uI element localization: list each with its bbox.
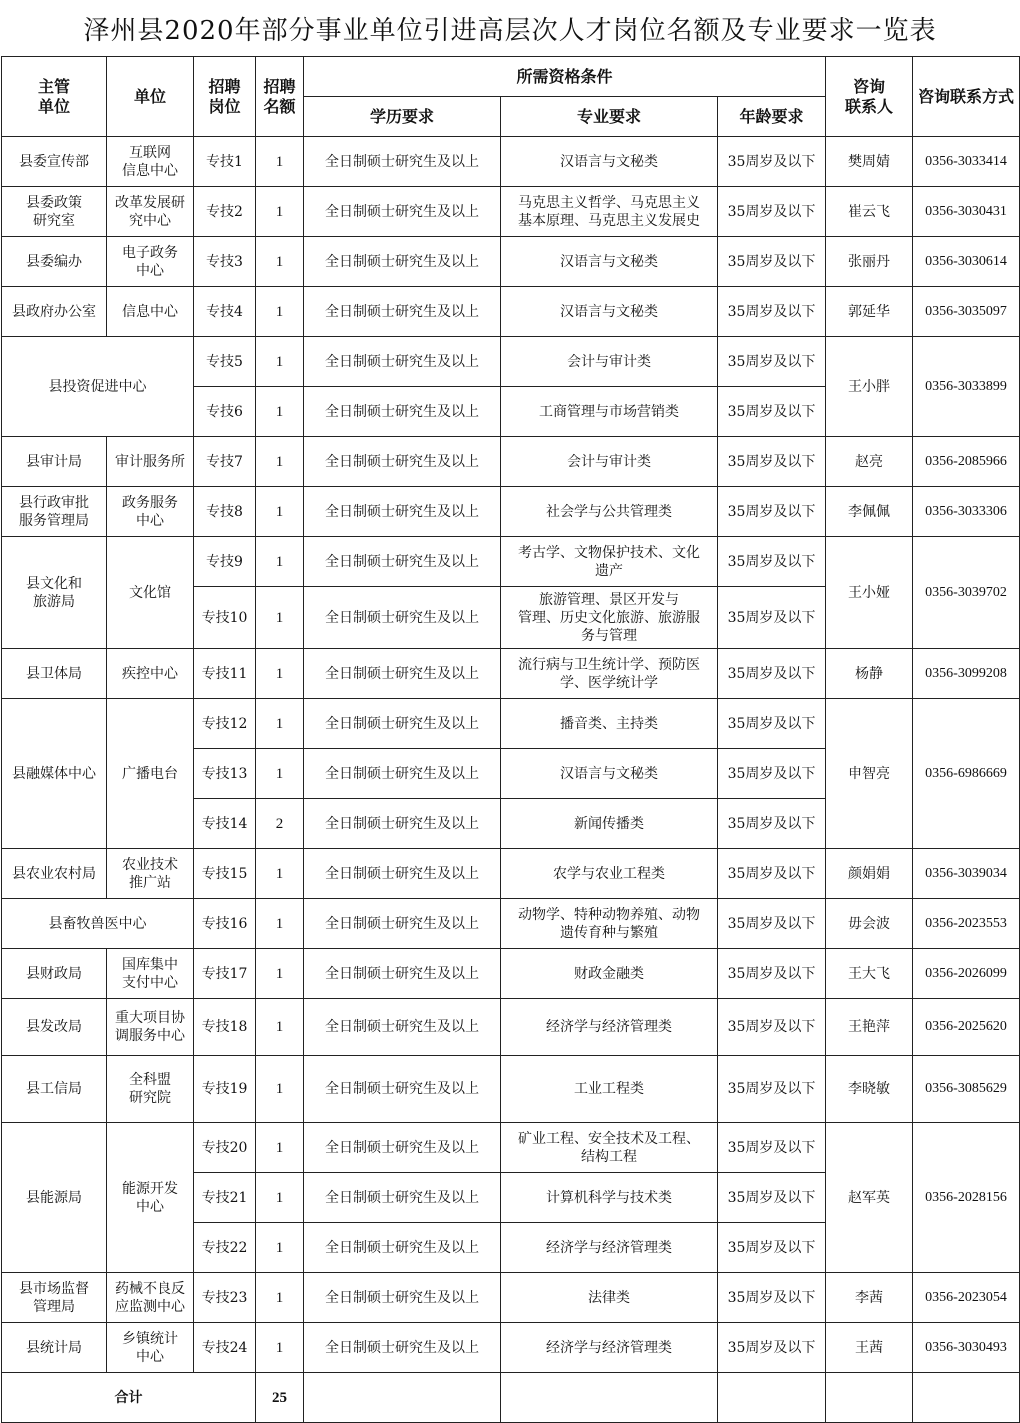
dept-cell: 县文化和 旅游局 — [2, 537, 107, 649]
post-cell: 专技19 — [194, 1056, 256, 1123]
unit-cell: 信息中心 — [107, 287, 194, 337]
count-cell: 1 — [256, 949, 304, 999]
phone-cell: 0356-3030493 — [913, 1323, 1020, 1373]
table-row — [2, 287, 1020, 337]
dept-cell: 县融媒体中心 — [2, 699, 107, 849]
table-row — [2, 487, 1020, 537]
dept-cell: 县卫体局 — [2, 649, 107, 699]
phone-cell: 0356-2085966 — [913, 437, 1020, 487]
major-cell: 汉语言与文秘类 — [501, 137, 718, 187]
table-row — [2, 1123, 1020, 1173]
unit-cell: 全科盟 研究院 — [107, 1056, 194, 1123]
post-cell: 专技9 — [194, 537, 256, 587]
phone-cell: 0356-2025620 — [913, 999, 1020, 1056]
header-unit: 单位 — [107, 57, 194, 137]
age-cell: 35周岁及以下 — [718, 649, 826, 699]
major-cell: 汉语言与文秘类 — [501, 287, 718, 337]
phone-cell: 0356-3030431 — [913, 187, 1020, 237]
count-cell: 1 — [256, 1223, 304, 1273]
dept-cell: 县审计局 — [2, 437, 107, 487]
post-cell: 专技24 — [194, 1323, 256, 1373]
unit-cell: 政务服务 中心 — [107, 487, 194, 537]
header-post: 招聘 岗位 — [194, 57, 256, 137]
education-cell: 全日制硕士研究生及以上 — [304, 1323, 501, 1373]
dept-cell: 县工信局 — [2, 1056, 107, 1123]
contact-cell: 赵亮 — [826, 437, 913, 487]
table-row — [2, 337, 1020, 387]
post-cell: 专技17 — [194, 949, 256, 999]
post-cell: 专技11 — [194, 649, 256, 699]
major-cell: 旅游管理、景区开发与 管理、历史文化旅游、旅游服 务与管理 — [501, 587, 718, 649]
empty-cell — [718, 1373, 826, 1423]
dept-cell: 县农业农村局 — [2, 849, 107, 899]
education-cell: 全日制硕士研究生及以上 — [304, 899, 501, 949]
table-row — [2, 1273, 1020, 1323]
dept-cell: 县投资促进中心 — [2, 337, 194, 437]
count-cell: 1 — [256, 849, 304, 899]
unit-cell: 审计服务所 — [107, 437, 194, 487]
phone-cell: 0356-3085629 — [913, 1056, 1020, 1123]
major-cell: 矿业工程、安全技术及工程、 结构工程 — [501, 1123, 718, 1173]
education-cell: 全日制硕士研究生及以上 — [304, 587, 501, 649]
contact-cell: 王茜 — [826, 1323, 913, 1373]
dept-cell: 县委编办 — [2, 237, 107, 287]
count-cell: 1 — [256, 1323, 304, 1373]
major-cell: 新闻传播类 — [501, 799, 718, 849]
table-row — [2, 949, 1020, 999]
post-cell: 专技12 — [194, 699, 256, 749]
age-cell: 35周岁及以下 — [718, 699, 826, 749]
age-cell: 35周岁及以下 — [718, 1123, 826, 1173]
unit-cell: 改革发展研 究中心 — [107, 187, 194, 237]
age-cell: 35周岁及以下 — [718, 437, 826, 487]
phone-cell: 0356-2028156 — [913, 1123, 1020, 1273]
dept-cell: 县发改局 — [2, 999, 107, 1056]
count-cell: 2 — [256, 799, 304, 849]
contact-cell: 崔云飞 — [826, 187, 913, 237]
phone-cell: 0356-6986669 — [913, 699, 1020, 849]
positions-table — [1, 56, 1020, 1423]
header-qualifications: 所需资格条件 — [304, 57, 826, 97]
count-cell: 1 — [256, 287, 304, 337]
education-cell: 全日制硕士研究生及以上 — [304, 187, 501, 237]
age-cell: 35周岁及以下 — [718, 949, 826, 999]
empty-cell — [913, 1373, 1020, 1423]
age-cell: 35周岁及以下 — [718, 999, 826, 1056]
post-cell: 专技18 — [194, 999, 256, 1056]
empty-cell — [304, 1373, 501, 1423]
count-cell: 1 — [256, 437, 304, 487]
major-cell: 会计与审计类 — [501, 437, 718, 487]
major-cell: 马克思主义哲学、马克思主义 基本原理、马克思主义发展史 — [501, 187, 718, 237]
age-cell: 35周岁及以下 — [718, 237, 826, 287]
post-cell: 专技23 — [194, 1273, 256, 1323]
major-cell: 工商管理与市场营销类 — [501, 387, 718, 437]
phone-cell: 0356-3033899 — [913, 337, 1020, 437]
header-phone: 咨询联系方式 — [913, 57, 1020, 137]
major-cell: 财政金融类 — [501, 949, 718, 999]
table-row — [2, 899, 1020, 949]
contact-cell: 颜娟娟 — [826, 849, 913, 899]
header-dept: 主管 单位 — [2, 57, 107, 137]
header-major: 专业要求 — [501, 97, 718, 137]
major-cell: 农学与农业工程类 — [501, 849, 718, 899]
dept-cell: 县财政局 — [2, 949, 107, 999]
header-contact: 咨询 联系人 — [826, 57, 913, 137]
post-cell: 专技14 — [194, 799, 256, 849]
major-cell: 工业工程类 — [501, 1056, 718, 1123]
education-cell: 全日制硕士研究生及以上 — [304, 699, 501, 749]
count-cell: 1 — [256, 1273, 304, 1323]
header-count: 招聘 名额 — [256, 57, 304, 137]
post-cell: 专技4 — [194, 287, 256, 337]
post-cell: 专技10 — [194, 587, 256, 649]
education-cell: 全日制硕士研究生及以上 — [304, 287, 501, 337]
count-cell: 1 — [256, 649, 304, 699]
age-cell: 35周岁及以下 — [718, 1056, 826, 1123]
total-count: 25 — [256, 1373, 304, 1423]
header-age: 年龄要求 — [718, 97, 826, 137]
count-cell: 1 — [256, 699, 304, 749]
phone-cell: 0356-3035097 — [913, 287, 1020, 337]
age-cell: 35周岁及以下 — [718, 1223, 826, 1273]
education-cell: 全日制硕士研究生及以上 — [304, 137, 501, 187]
age-cell: 35周岁及以下 — [718, 487, 826, 537]
dept-cell: 县委宣传部 — [2, 137, 107, 187]
education-cell: 全日制硕士研究生及以上 — [304, 437, 501, 487]
post-cell: 专技5 — [194, 337, 256, 387]
major-cell: 会计与审计类 — [501, 337, 718, 387]
header-education: 学历要求 — [304, 97, 501, 137]
unit-cell: 文化馆 — [107, 537, 194, 649]
table-row — [2, 187, 1020, 237]
dept-cell: 县市场监督 管理局 — [2, 1273, 107, 1323]
count-cell: 1 — [256, 999, 304, 1056]
count-cell: 1 — [256, 1123, 304, 1173]
post-cell: 专技1 — [194, 137, 256, 187]
age-cell: 35周岁及以下 — [718, 1323, 826, 1373]
education-cell: 全日制硕士研究生及以上 — [304, 749, 501, 799]
phone-cell: 0356-2023054 — [913, 1273, 1020, 1323]
phone-cell: 0356-2026099 — [913, 949, 1020, 999]
age-cell: 35周岁及以下 — [718, 899, 826, 949]
major-cell: 经济学与经济管理类 — [501, 1323, 718, 1373]
contact-cell: 李晓敏 — [826, 1056, 913, 1123]
phone-cell: 0356-3039702 — [913, 537, 1020, 649]
contact-cell: 樊周婧 — [826, 137, 913, 187]
age-cell: 35周岁及以下 — [718, 187, 826, 237]
unit-cell: 国库集中 支付中心 — [107, 949, 194, 999]
age-cell: 35周岁及以下 — [718, 287, 826, 337]
count-cell: 1 — [256, 537, 304, 587]
phone-cell: 0356-3033414 — [913, 137, 1020, 187]
count-cell: 1 — [256, 387, 304, 437]
education-cell: 全日制硕士研究生及以上 — [304, 387, 501, 437]
contact-cell: 李佩佩 — [826, 487, 913, 537]
table-row — [2, 437, 1020, 487]
unit-cell: 重大项目协 调服务中心 — [107, 999, 194, 1056]
unit-cell: 农业技术 推广站 — [107, 849, 194, 899]
count-cell: 1 — [256, 187, 304, 237]
education-cell: 全日制硕士研究生及以上 — [304, 237, 501, 287]
post-cell: 专技22 — [194, 1223, 256, 1273]
age-cell: 35周岁及以下 — [718, 387, 826, 437]
education-cell: 全日制硕士研究生及以上 — [304, 799, 501, 849]
table-row — [2, 999, 1020, 1056]
education-cell: 全日制硕士研究生及以上 — [304, 1173, 501, 1223]
table-row — [2, 699, 1020, 749]
phone-cell: 0356-3099208 — [913, 649, 1020, 699]
age-cell: 35周岁及以下 — [718, 1273, 826, 1323]
dept-cell: 县能源局 — [2, 1123, 107, 1273]
education-cell: 全日制硕士研究生及以上 — [304, 1273, 501, 1323]
contact-cell: 王艳萍 — [826, 999, 913, 1056]
empty-cell — [826, 1373, 913, 1423]
major-cell: 流行病与卫生统计学、预防医 学、医学统计学 — [501, 649, 718, 699]
age-cell: 35周岁及以下 — [718, 537, 826, 587]
contact-cell: 王大飞 — [826, 949, 913, 999]
table-row — [2, 649, 1020, 699]
table-row — [2, 1323, 1020, 1373]
unit-cell: 广播电台 — [107, 699, 194, 849]
major-cell: 计算机科学与技术类 — [501, 1173, 718, 1223]
unit-cell: 乡镇统计 中心 — [107, 1323, 194, 1373]
contact-cell: 郭延华 — [826, 287, 913, 337]
count-cell: 1 — [256, 899, 304, 949]
total-row — [2, 1373, 1020, 1423]
major-cell: 法律类 — [501, 1273, 718, 1323]
post-cell: 专技21 — [194, 1173, 256, 1223]
table-row — [2, 237, 1020, 287]
education-cell: 全日制硕士研究生及以上 — [304, 537, 501, 587]
contact-cell: 张丽丹 — [826, 237, 913, 287]
major-cell: 经济学与经济管理类 — [501, 999, 718, 1056]
unit-cell: 药械不良反 应监测中心 — [107, 1273, 194, 1323]
dept-cell: 县行政审批 服务管理局 — [2, 487, 107, 537]
table-row — [2, 137, 1020, 187]
major-cell: 汉语言与文秘类 — [501, 237, 718, 287]
count-cell: 1 — [256, 237, 304, 287]
dept-cell: 县统计局 — [2, 1323, 107, 1373]
count-cell: 1 — [256, 487, 304, 537]
total-label: 合计 — [2, 1373, 256, 1423]
table-row — [2, 849, 1020, 899]
age-cell: 35周岁及以下 — [718, 1173, 826, 1223]
post-cell: 专技13 — [194, 749, 256, 799]
education-cell: 全日制硕士研究生及以上 — [304, 487, 501, 537]
phone-cell: 0356-3039034 — [913, 849, 1020, 899]
major-cell: 播音类、主持类 — [501, 699, 718, 749]
age-cell: 35周岁及以下 — [718, 587, 826, 649]
contact-cell: 毋会波 — [826, 899, 913, 949]
unit-cell: 能源开发 中心 — [107, 1123, 194, 1273]
count-cell: 1 — [256, 1056, 304, 1123]
contact-cell: 王小娅 — [826, 537, 913, 649]
major-cell: 社会学与公共管理类 — [501, 487, 718, 537]
age-cell: 35周岁及以下 — [718, 337, 826, 387]
contact-cell: 杨静 — [826, 649, 913, 699]
contact-cell: 王小胖 — [826, 337, 913, 437]
contact-cell: 李茜 — [826, 1273, 913, 1323]
count-cell: 1 — [256, 137, 304, 187]
contact-cell: 申智亮 — [826, 699, 913, 849]
education-cell: 全日制硕士研究生及以上 — [304, 849, 501, 899]
count-cell: 1 — [256, 749, 304, 799]
dept-cell: 县畜牧兽医中心 — [2, 899, 194, 949]
post-cell: 专技3 — [194, 237, 256, 287]
education-cell: 全日制硕士研究生及以上 — [304, 1223, 501, 1273]
count-cell: 1 — [256, 337, 304, 387]
phone-cell: 0356-2023553 — [913, 899, 1020, 949]
age-cell: 35周岁及以下 — [718, 799, 826, 849]
age-cell: 35周岁及以下 — [718, 849, 826, 899]
age-cell: 35周岁及以下 — [718, 749, 826, 799]
count-cell: 1 — [256, 587, 304, 649]
page-title: 泽州县2020年部分事业单位引进高层次人才岗位名额及专业要求一览表 — [83, 15, 937, 46]
education-cell: 全日制硕士研究生及以上 — [304, 649, 501, 699]
post-cell: 专技15 — [194, 849, 256, 899]
table-row — [2, 537, 1020, 587]
empty-cell — [501, 1373, 718, 1423]
age-cell: 35周岁及以下 — [718, 137, 826, 187]
post-cell: 专技6 — [194, 387, 256, 437]
education-cell: 全日制硕士研究生及以上 — [304, 999, 501, 1056]
contact-cell: 赵军英 — [826, 1123, 913, 1273]
table-row — [2, 1056, 1020, 1123]
education-cell: 全日制硕士研究生及以上 — [304, 1123, 501, 1173]
post-cell: 专技20 — [194, 1123, 256, 1173]
dept-cell: 县政府办公室 — [2, 287, 107, 337]
phone-cell: 0356-3033306 — [913, 487, 1020, 537]
unit-cell: 电子政务 中心 — [107, 237, 194, 287]
count-cell: 1 — [256, 1173, 304, 1223]
major-cell: 汉语言与文秘类 — [501, 749, 718, 799]
post-cell: 专技8 — [194, 487, 256, 537]
phone-cell: 0356-3030614 — [913, 237, 1020, 287]
unit-cell: 互联网 信息中心 — [107, 137, 194, 187]
education-cell: 全日制硕士研究生及以上 — [304, 949, 501, 999]
education-cell: 全日制硕士研究生及以上 — [304, 337, 501, 387]
education-cell: 全日制硕士研究生及以上 — [304, 1056, 501, 1123]
dept-cell: 县委政策 研究室 — [2, 187, 107, 237]
major-cell: 动物学、特种动物养殖、动物 遗传育种与繁殖 — [501, 899, 718, 949]
post-cell: 专技7 — [194, 437, 256, 487]
post-cell: 专技16 — [194, 899, 256, 949]
major-cell: 考古学、文物保护技术、文化 遗产 — [501, 537, 718, 587]
major-cell: 经济学与经济管理类 — [501, 1223, 718, 1273]
post-cell: 专技2 — [194, 187, 256, 237]
unit-cell: 疾控中心 — [107, 649, 194, 699]
